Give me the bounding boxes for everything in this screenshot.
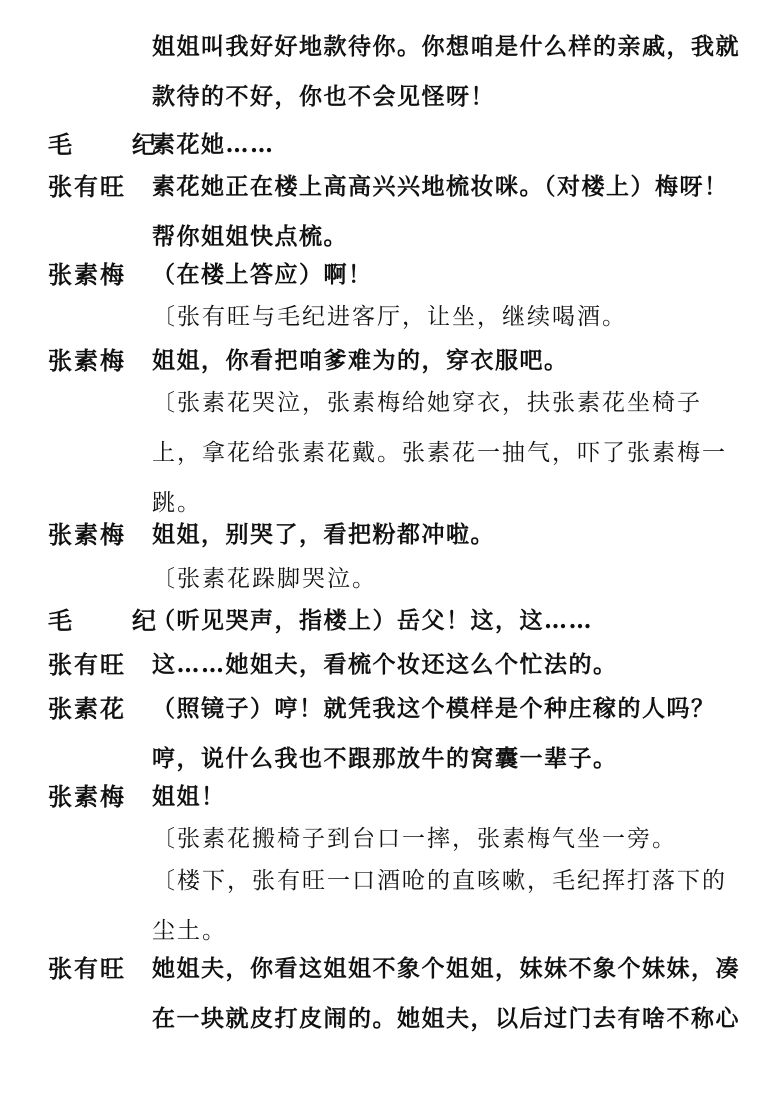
speaker-name: 张素梅 <box>48 347 126 375</box>
dialogue-text: 姐姐叫我好好地款待你。你想咱是什么样的亲戚，我就款待的不好，你也不会见怪呀！ <box>152 33 740 110</box>
dialogue-text: （在楼上答应）啊！ <box>152 261 373 288</box>
stage-direction: 〔张有旺与毛纪进客厅，让坐，继续喝酒。 <box>152 304 627 330</box>
stage-direction: 〔张素花搬椅子到台口一摔，张素梅气坐一旁。 <box>152 826 677 852</box>
stage-direction: 〔张素花哭泣，张素梅给她穿衣，扶张素花坐椅子上，拿花给张素花戴。张素花一抽气，吓了张素梅一跳。 <box>152 390 727 516</box>
dialogue-text: （照镜子）哼！就凭我这个模样是个种庄稼的人吗？哼，说什么我也不跟那放牛的窝囊一辈子。 <box>152 695 716 772</box>
dialogue-text: 她姐夫，你看这姐姐不象个姐姐，妹妹不象个妹妹，凑在一块就皮打皮闹的。她姐夫，以后过门去有啥不称心 <box>152 955 740 1032</box>
stage-direction: 〔楼下，张有旺一口酒呛的直咳嗽，毛纪挥打落下的尘土。 <box>152 868 727 944</box>
dialogue-text: 素花她正在楼上高高兴兴地梳妆咪。（对楼上）梅呀！帮你姐姐快点梳。 <box>152 173 729 250</box>
speaker-name: 张素梅 <box>48 521 126 549</box>
speaker-name: 张有旺 <box>48 173 126 201</box>
speaker-name: 张素梅 <box>48 783 126 811</box>
speaker-name: 毛 纪 <box>48 607 174 635</box>
speaker-name: 张素花 <box>48 695 126 723</box>
dialogue-text: 姐姐，你看把咱爹难为的，穿衣服吧。 <box>152 347 569 374</box>
speaker-name: 毛 纪 <box>48 131 174 159</box>
dialogue-text: 姐姐！ <box>152 783 226 810</box>
speaker-name: 张有旺 <box>48 651 126 679</box>
dialogue-text: 这……她姐夫，看梳个妆还这么个忙法的。 <box>152 651 618 678</box>
dialogue-text: （听见哭声，指楼上）岳父！这，这…… <box>152 607 593 634</box>
speaker-name: 张素梅 <box>48 261 126 289</box>
dialogue-text: 姐姐，别哭了，看把粉都冲啦。 <box>152 521 495 548</box>
page-bottom-mask <box>0 1050 772 1094</box>
dialogue-text: 素花她…… <box>152 131 275 158</box>
stage-direction: 〔张素花跺脚哭泣。 <box>152 566 377 592</box>
speaker-name: 张有旺 <box>48 955 126 983</box>
